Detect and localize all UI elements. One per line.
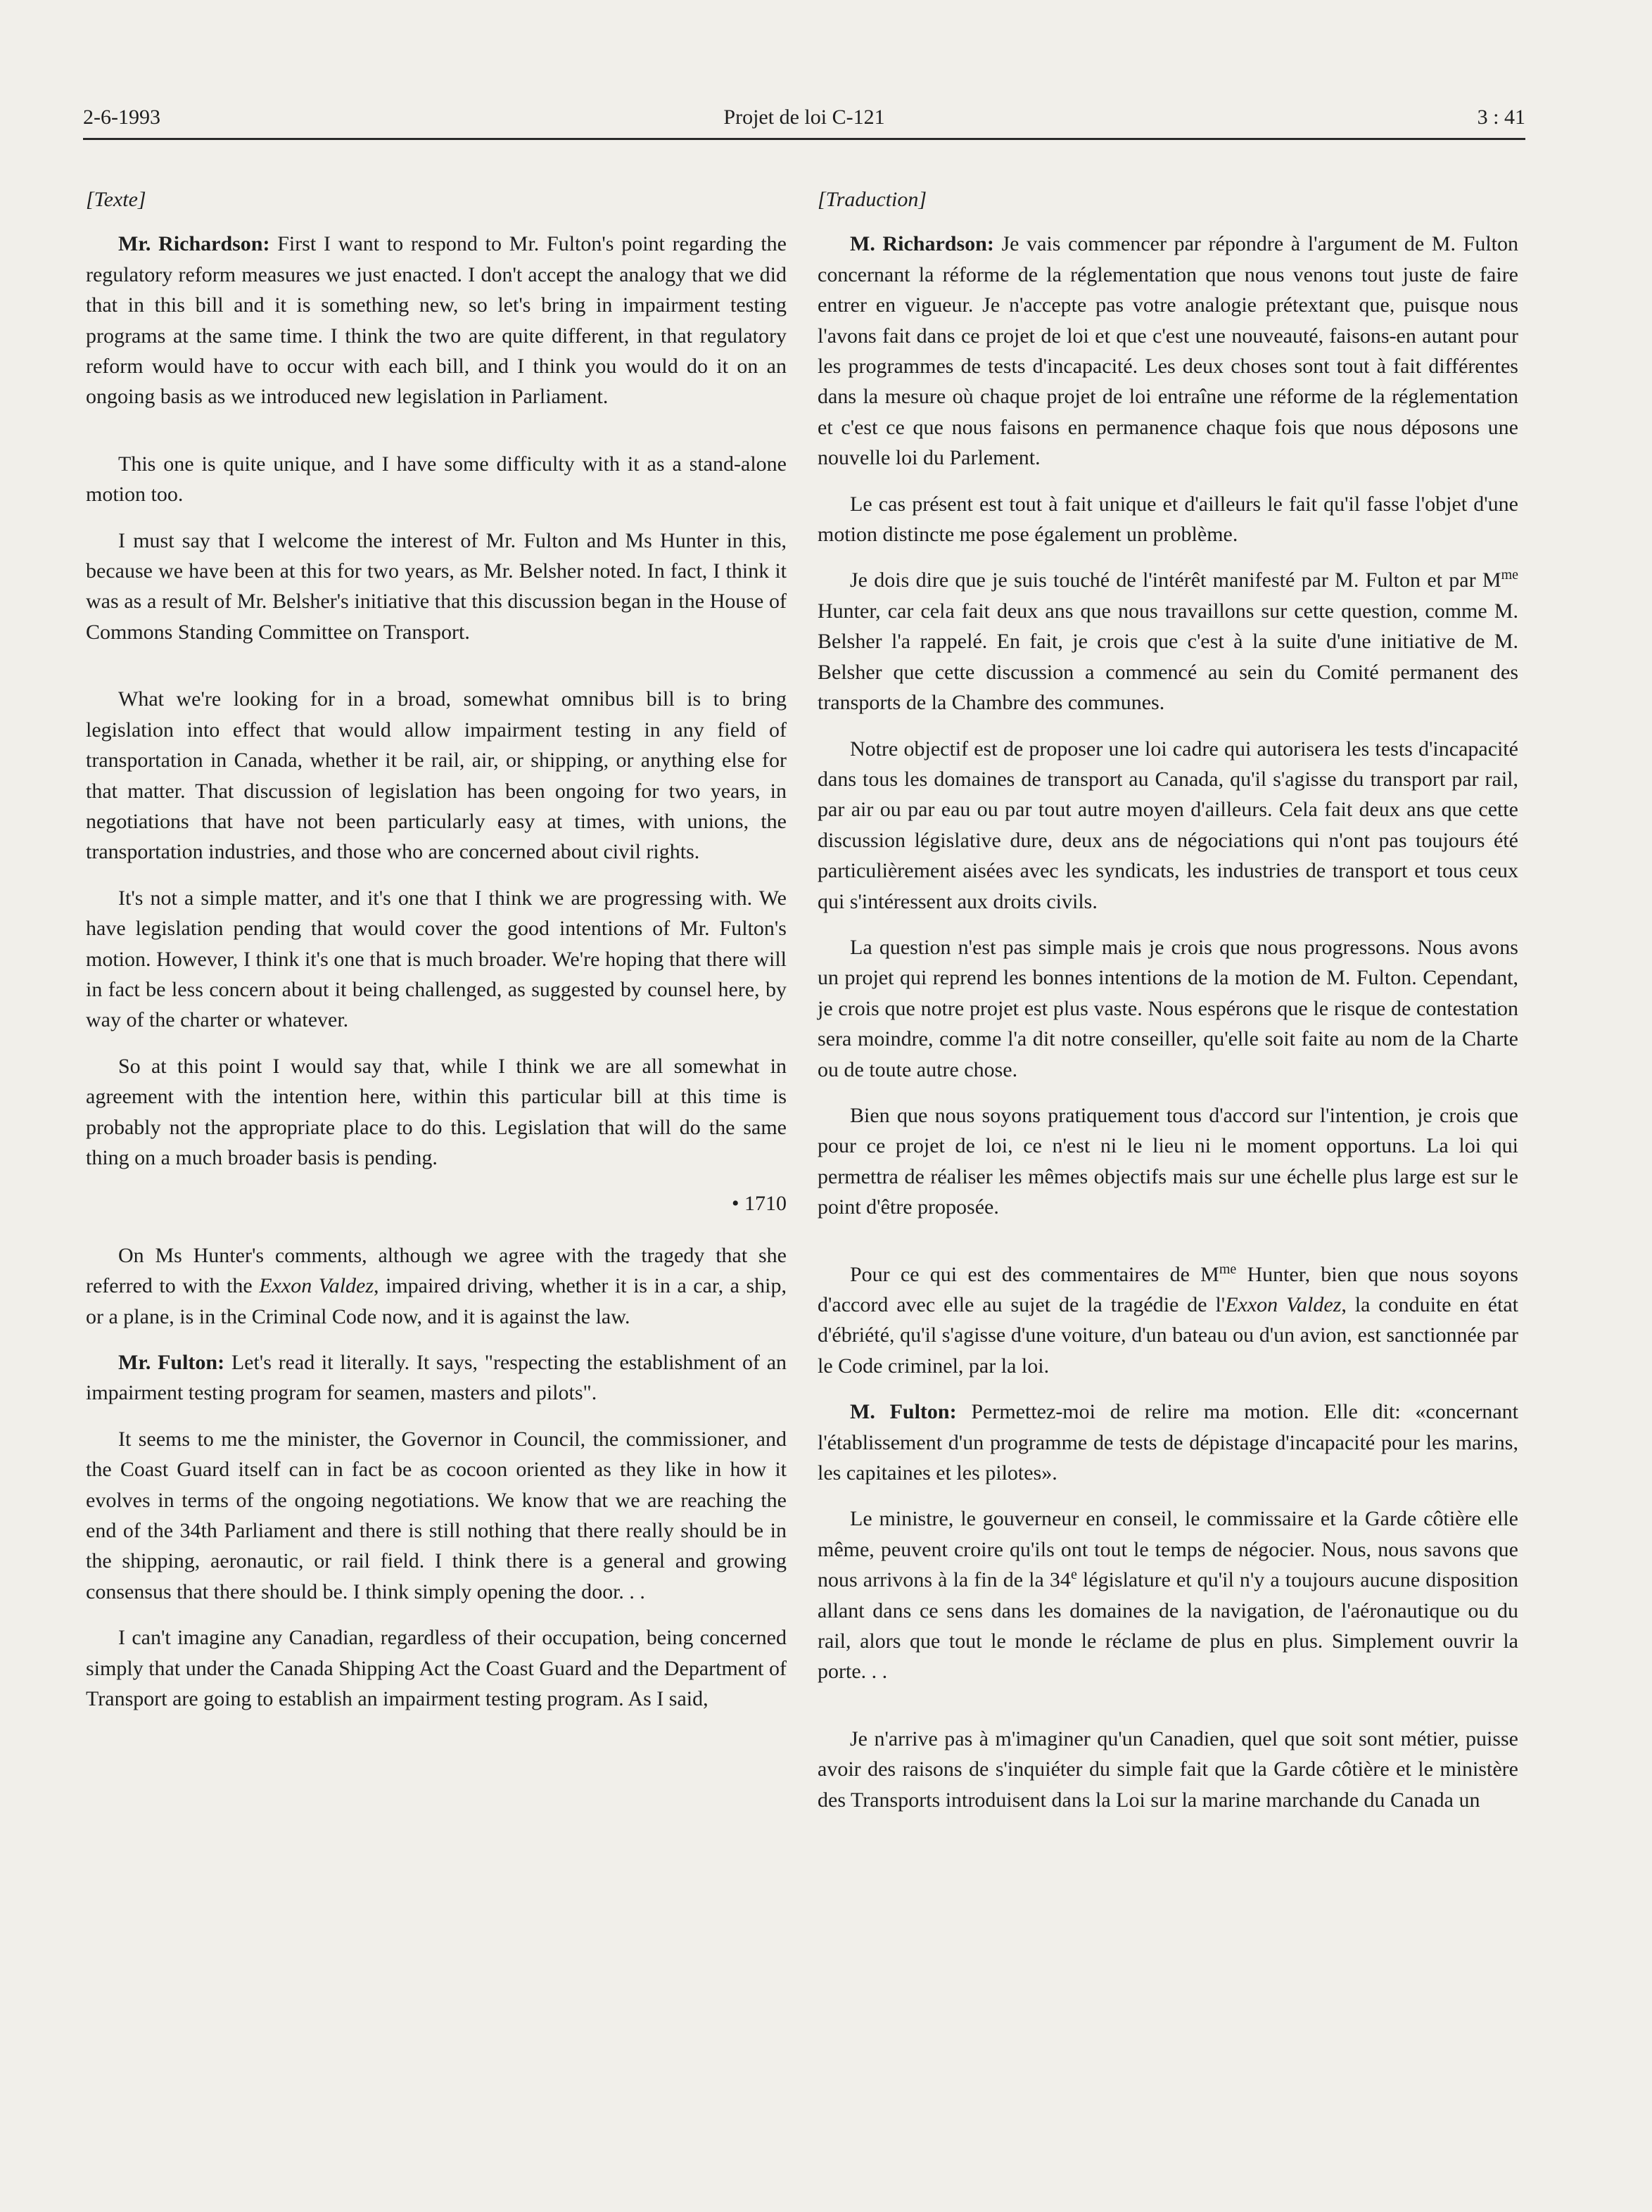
paragraph: It's not a simple matter, and it's one that I think we are progressing with. We have legislation pending that would cover the good intentions of Mr. Fulton's motion. However, I think it's one that is much broader. We're hoping that there will in fact be less concern about it being challenged, as suggested by counsel here, by way of the charter or whatever. — [86, 886, 787, 1032]
paragraph: M. Fulton: Permettez-moi de relire ma motion. Elle dit: «concernant l'établissement d'un programme de tests de dépistage d'incapacité pour les marins, les capitaines et les pilotes». — [818, 1400, 1519, 1485]
english-column — [86, 184, 787, 1729]
paragraph: Bien que nous soyons pratiquement tous d'accord sur l'intention, je crois que pour ce projet de loi, ce n'est ni le lieu ni le moment opportuns. La loi qui permettra de réaliser les mêmes objectifs mais sur une échelle plus large est sur le point d'être proposée. — [818, 1103, 1518, 1219]
page-header — [83, 106, 1525, 136]
paragraph: Mr. Fulton: Let's read it literally. It says, "respecting the establishment of an impairment testing program for seamen, masters and pilots". — [86, 1351, 787, 1405]
header-rule — [83, 138, 1525, 140]
paragraph: M. Richardson: Je vais commencer par répondre à l'argument de M. Fulton concernant la réforme de la réglementation que nous venons tout juste de faire entrer en vigueur. Je n'accepte pas votre analogie prétextant que, puisque nous l'avons fait dans ce projet de loi et que c'est une nouveauté, faisons-en autant pour les programmes de tests d'incapacité. Les deux choses sont tout à fait différentes dans la mesure où chaque projet de loi entraîne une réforme de la réglementation et c'est ce que nous faisons en permanence chaque fois que nous déposons une nouvelle loi du Parlement. — [818, 232, 1518, 470]
speaker-name: Mr. Fulton: — [118, 1351, 225, 1374]
paragraph: Le cas présent est tout à fait unique et d'ailleurs le fait qu'il fasse l'objet d'une motion distincte me pose également un problème. — [818, 492, 1518, 547]
paragraph: Je n'arrive pas à m'imaginer qu'un Canadien, quel que soit sont métier, puisse avoir des raisons de s'inquiéter du simple fait que la Garde côtière et le ministère des Transports introduisent dans la Loi sur la marine marchande du Canada un — [818, 1727, 1518, 1812]
paragraph: La question n'est pas simple mais je crois que nous progressons. Nous avons un projet qui reprend les bonnes intentions de la motion de M. Fulton. Cependant, je crois que notre projet est plus vaste. Nous espérons que le risque de contestation sera moindre, comme l'a dit notre conseiller, qu'elle soit faite au nom de la Charte ou de toute autre chose. — [818, 935, 1518, 1081]
paragraph: This one is quite unique, and I have some difficulty with it as a stand-alone motion too. — [86, 452, 787, 507]
header-date: 2-6-1993 — [83, 106, 160, 129]
paragraph: Mr. Richardson: First I want to respond to Mr. Fulton's point regarding the regulatory reform measures we just enacted. I don't accept the analogy that we did that in this bill and it is something new, so let's bring in impairment testing programs at the same time. I think the two are quite different, in that regulatory reform would have to occur with each bill, and I think you would do it on an ongoing basis as we introduced new legislation in Parliament. — [86, 232, 787, 409]
paragraph: I can't imagine any Canadian, regardless of their occupation, being concerned simply that under the Canada Shipping Act the Coast Guard and the Department of Transport are going to establish an impairment testing program. As I said, — [86, 1626, 787, 1711]
header-page-number: 3 : 41 — [1477, 106, 1525, 129]
french-column — [818, 184, 1518, 1831]
paragraph: It seems to me the minister, the Governor in Council, the commissioner, and the Coast Guard itself can in fact be as cocoon oriented as they like in how it evolves in terms of the ongoing negotiations. We know that we are reaching the end of the 34th Parliament and there is still nothing that there really should be in the shipping, aeronautic, or rail field. I think there is a general and growing consensus that there should be. I think simply opening the door. . . — [86, 1427, 787, 1603]
column-label-texte: [Texte] — [86, 188, 146, 211]
paragraph: Le ministre, le gouverneur en conseil, le commissaire et la Garde côtière elle même, peuvent croire qu'ils ont tout le temps de négocier. Nous, nous savons que nous arrivons à la fin de la 34e législature et qu'il n'y a toujours aucune disposition allant dans ce sens dans les domaines de la navigation, de l'aéronautique ou du rail, alors que tout le monde le réclame de plus en plus. Simplement ouvrir la porte. . . — [818, 1507, 1518, 1684]
paragraph: Je dois dire que je suis touché de l'intérêt manifesté par M. Fulton et par $M^{me}$ Hunter, car cela fait deux ans que nous travaillons sur cette question, comme M. Belsher l'a rappelé. En fait, je crois que c'est à la suite d'une initiative de M. Belsher que cette discussion a commencé au sein du Comité permanent des transports de la Chambre des communes. — [818, 567, 1518, 715]
column-label-traduction: [Traduction] — [818, 188, 927, 211]
paragraph: Pour ce qui est des commentaires de $M^{me}$ Hunter, bien que nous soyons d'accord avec elle au sujet de la tragédie de l'Exxon Valdez, la conduite en état d'ébriété, qu'il s'agisse d'une voiture, d'un bateau ou d'un avion, est sanctionnée par le Code criminel, par la loi. — [818, 1261, 1518, 1378]
paragraph: On Ms Hunter's comments, although we agree with the tragedy that she referred to with the Exxon Valdez, impaired driving, whether it is in a car, a ship, or a plane, is in the Criminal Code now, and it is against the law. — [86, 1243, 787, 1328]
paragraph: I must say that I welcome the interest of Mr. Fulton and Ms Hunter in this, because we have been at this for two years, as Mr. Belsher noted. In fact, I think it was as a result of Mr. Belsher's initiative that this discussion began in the House of Commons Standing Committee on Transport. — [86, 528, 787, 644]
time-marker: • 1710 — [731, 1192, 787, 1216]
speaker-name: M. Richardson: — [850, 232, 994, 256]
speaker-name: Mr. Richardson: — [118, 232, 270, 256]
paragraph: Notre objectif est de proposer une loi cadre qui autorisera les tests d'incapacité dans tous les domaines de transport au Canada, qu'il s'agisse du transport par rail, par air ou par eau ou par tout autre moyen d'ailleurs. Cela fait deux ans que cette discussion législative dure, deux ans de négociations qui n'ont pas toujours été particulièrement aisées avec les syndicats, les industries de transport et tous ceux qui s'intéressent aux droits civils. — [818, 737, 1518, 913]
paragraph: What we're looking for in a broad, somewhat omnibus bill is to bring legislation into effect that would allow impairment testing in any field of transportation in Canada, whether it be rail, air, or shipping, or anything else for that matter. That discussion of legislation has been ongoing for two years, in negotiations that have not been particularly easy at times, with unions, the transportation industries, and those who are concerned about civil rights. — [86, 687, 787, 864]
speaker-name: M. Fulton: — [850, 1400, 957, 1424]
header-title: Projet de loi C-121 — [723, 106, 885, 129]
paragraph: So at this point I would say that, while I think we are all somewhat in agreement with the intention here, within this particular bill at this time is probably not the appropriate place to do this. Legislation that will do the same thing on a much broader basis is pending. — [86, 1054, 787, 1169]
